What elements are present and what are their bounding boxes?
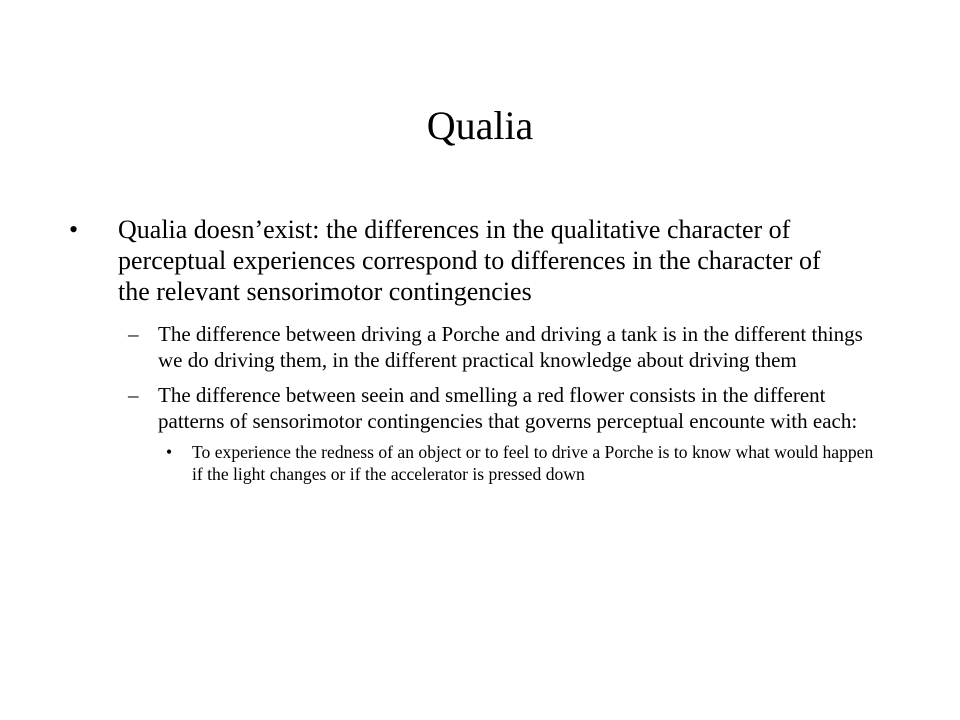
sub-sub-bullet-marker: • — [166, 442, 173, 462]
slide-title: Qualia — [426, 103, 534, 148]
sub-bullet-text: The difference between seein and smelling a red flower consists in the different patterns of sensorimotor contingencies that governs perceptual encounte with each: — [158, 383, 858, 433]
bullet-marker: • — [69, 215, 79, 244]
sub-bullet-item — [128, 382, 880, 434]
sub-bullet-marker: – — [128, 383, 139, 407]
sub-bullet-item — [128, 321, 880, 373]
sub-sub-bullet-item — [166, 441, 884, 485]
sub-bullet-marker: – — [128, 322, 139, 346]
bullet-item — [69, 214, 858, 307]
slide-body — [0, 214, 960, 485]
bullet-text: Qualia doesn’exist: the differences in the qualitative character of perceptual experiences correspond to differences in the character of the relevant sensorimotor contingencies — [118, 215, 821, 306]
sub-bullet-text: The difference between driving a Porche and driving a tank is in the different things we do driving them, in the different practical knowledge about driving them — [158, 322, 863, 372]
sub-sub-bullet-text: To experience the redness of an object or to feel to drive a Porche is to know what would happen if the light changes or if the accelerator is pressed down — [192, 442, 874, 484]
